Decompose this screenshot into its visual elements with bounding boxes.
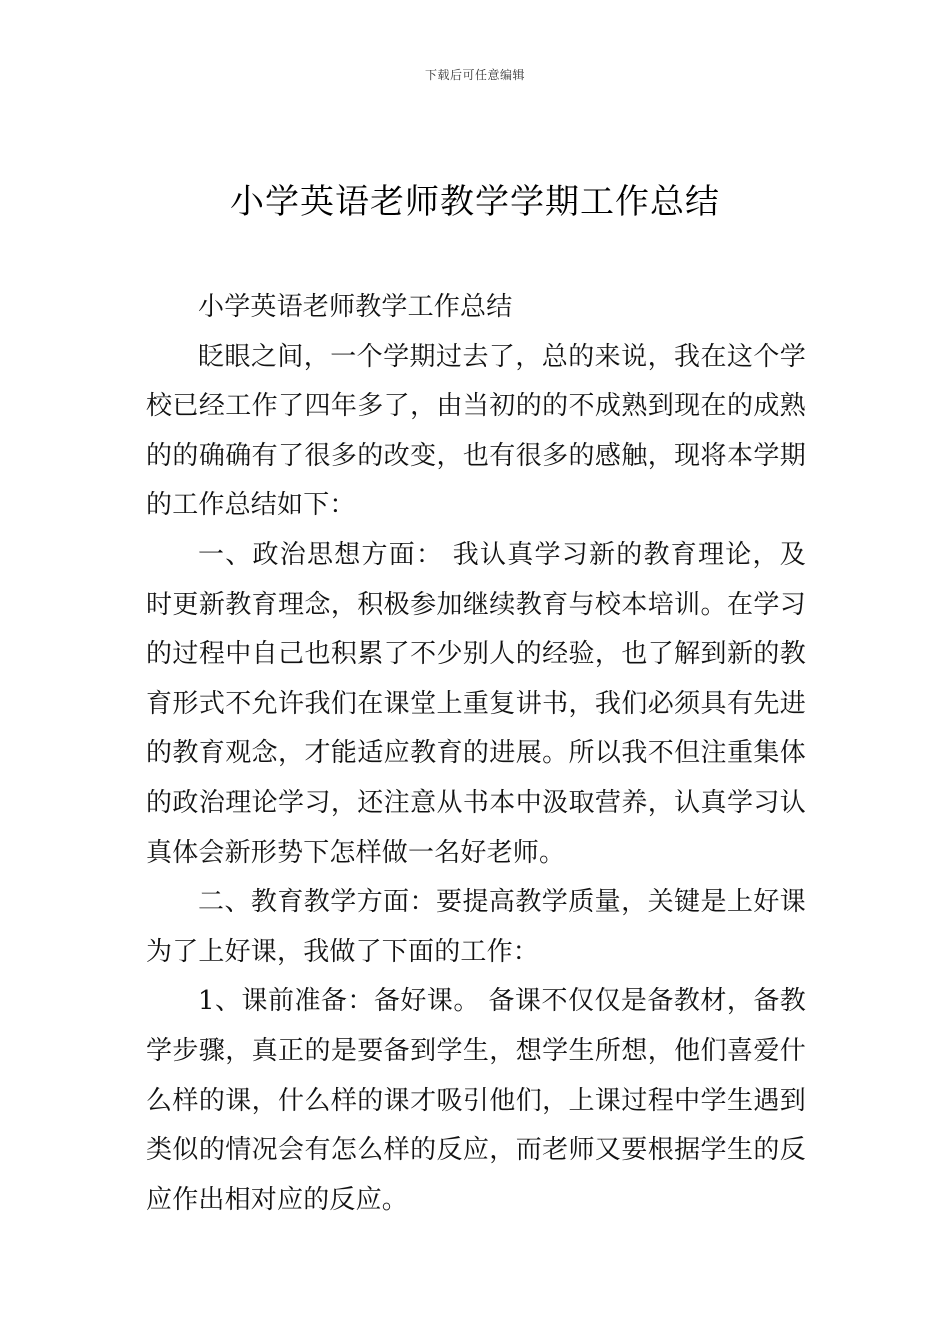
paragraph-preparation: 1、课前准备：备好课。 备课不仅仅是备教材，备教学步骤，真正的是要备到学生，想学生所想，他们喜爱什么样的课，什么样的课才吸引他们，上课过程中学生遇到类似的情况会有怎么样的反应，而老师又要根据学生的反应作出相对应的反应。 (146, 986, 806, 1215)
document-title: 小学英语老师教学学期工作总结 (230, 182, 720, 222)
header-note: 下载后可任意编辑 (424, 68, 525, 82)
paragraph-subtitle: 小学英语老师教学工作总结 (198, 292, 513, 322)
document-body (146, 283, 806, 1225)
paragraph-intro: 眨眼之间，一个学期过去了，总的来说，我在这个学校已经工作了四年多了，由当初的的不成熟到现在的成熟的的确确有了很多的改变，也有很多的感触，现将本学期的工作总结如下： (146, 341, 806, 521)
paragraph-teaching: 二、教育教学方面：要提高教学质量，关键是上好课为了上好课，我做了下面的工作： (146, 887, 806, 967)
paragraph-political: 一、政治思想方面： 我认真学习新的教育理论，及时更新教育理念，积极参加继续教育与校本培训。在学习的过程中自己也积累了不少别人的经验，也了解到新的教育形式不允许我们在课堂上重复讲书，我们必须具有先进的教育观念，才能适应教育的进展。所以我不但注重集体的政治理论学习，还注意从书本中汲取营养，认真学习认真体会新形势下怎样做一名好老师。 (146, 539, 806, 868)
